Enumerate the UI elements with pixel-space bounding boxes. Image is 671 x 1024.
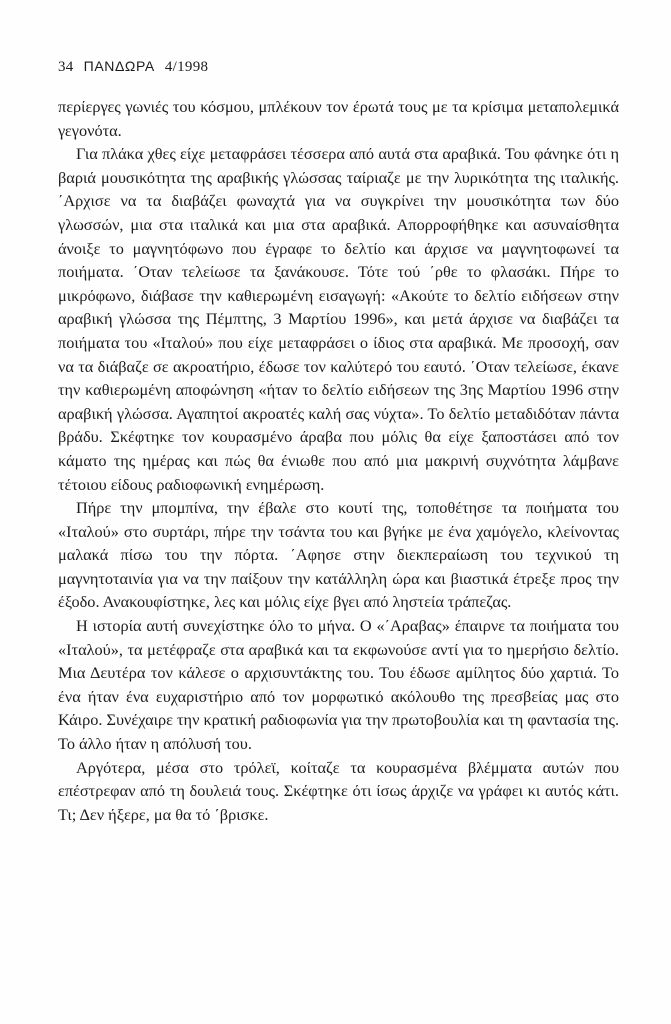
paragraph: Αργότερα, μέσα στο τρόλεϊ, κοίταζε τα κουρασμένα βλέμματα αυτών που επέστρεφαν από τη δουλειά τους. Σκέφτηκε ότι ίσως άρχιζε να γράφει κι αυτός κάτι. Τι; Δεν ήξερε, μα θα τό ΄βρισκε. [58,757,619,824]
paragraph: Για πλάκα χθες είχε μεταφράσει τέσσερα από αυτά στα αραβικά. Του φάνηκε ότι η βαριά μουσικότητα της αραβικής γλώσσας ταίριαζε με την λυρικότητα της ιταλικής. ΄Αρχισε να τα διαβάζει φωναχτά για να συγκρίνει την μουσικότητα των δύο γλωσσών, μια στα ιταλικά και μια στα αραβικά. Απορροφήθηκε και ασυναίσθητα άνοιξε το μαγνητόφωνο που έγραφε το δελτίο και άρχισε να μαγνητοφωνεί τα ποιήματα. ΄Οταν τελείωσε τα ξανάκουσε. Τότε τού ΄ρθε το φλασάκι. Πήρε το μικρόφωνο, διάβασε την καθιερωμένη εισαγωγή: «Ακούτε το δελτίο ειδήσεων στην αραβική γλώσσα της Πέμπτης, 3 Μαρτίου 1996», και μετά άρχισε να διαβάζει τα ποιήματα του «Ιταλού» που είχε μεταφράσει ο ίδιος στα αραβικά. Με προσοχή, σαν να τα διάβαζε σε ακροατήριο, έδωσε τον καλύτερό του εαυτό. ΄Οταν τελείωσε, έκανε την καθιερωμένη αποφώνηση «ήταν το δελτίο ειδήσεων της 3ης Μαρτίου 1996 στην αραβική γλώσσα. Αγαπητοί ακροατές καλή σας νύχτα». Το δελτίο μεταδιδόταν πάντα βράδυ. Σκέφτηκε τον κουρασμένο άραβα που μόλις θα είχε ξαποστάσει από τον κάματο της ημέρας και πώς θα ένιωθε που από μια μακρινή συχνότητα λάμβανε τέτοιου είδους ραδιοφωνική ενημέρωση. [58,144,619,494]
running-head [58,58,208,76]
paragraph-continued: περίεργες γωνιές του κόσμου, μπλέκουν τον έρωτά τους με τα κρίσιμα μεταπολεμικά γεγονότα. [58,97,619,140]
page-number: 34 [58,59,74,75]
body-text [58,95,619,826]
issue-number: 4/1998 [164,59,209,75]
journal-title: ΠΑΝΔΩΡΑ [83,58,155,74]
paragraph: Πήρε την μπομπίνα, την έβαλε στο κουτί της, τοποθέτησε τα ποιήματα του «Ιταλού» στο συρτάρι, πήρε την τσάντα του και βγήκε με ένα χαμόγελο, κλείνοντας μαλακά πίσω του την πόρτα. ΄Αφησε στην διεκπεραίωση του τεχνικού τη μαγνητοταινία για να την παίξουν την κατάλληλη ώρα και βιαστικά έτρεξε προς την έξοδο. Ανακουφίστηκε, λες και μόλις είχε βγει από ληστεία τράπεζας. [58,498,619,612]
paragraph: Η ιστορία αυτή συνεχίστηκε όλο το μήνα. Ο «΄Αραβας» έπαιρνε τα ποιήματα του «Ιταλού», τα μετέφραζε στα αραβικά και τα εκφωνούσε αντί για το ημερήσιο δελτίο. Μια Δευτέρα τον κάλεσε ο αρχισυντάκτης του. Του έδωσε αμίλητος δύο χαρτιά. Το ένα ήταν ένα ευχαριστήριο από τον μορφωτικό ακόλουθο της πρεσβείας μας στο Κάιρο. Συνέχαιρε την κρατική ραδιοφωνία για την πρωτοβουλία και τη φαντασία της. Το άλλο ήταν η απόλυσή του. [58,616,620,754]
